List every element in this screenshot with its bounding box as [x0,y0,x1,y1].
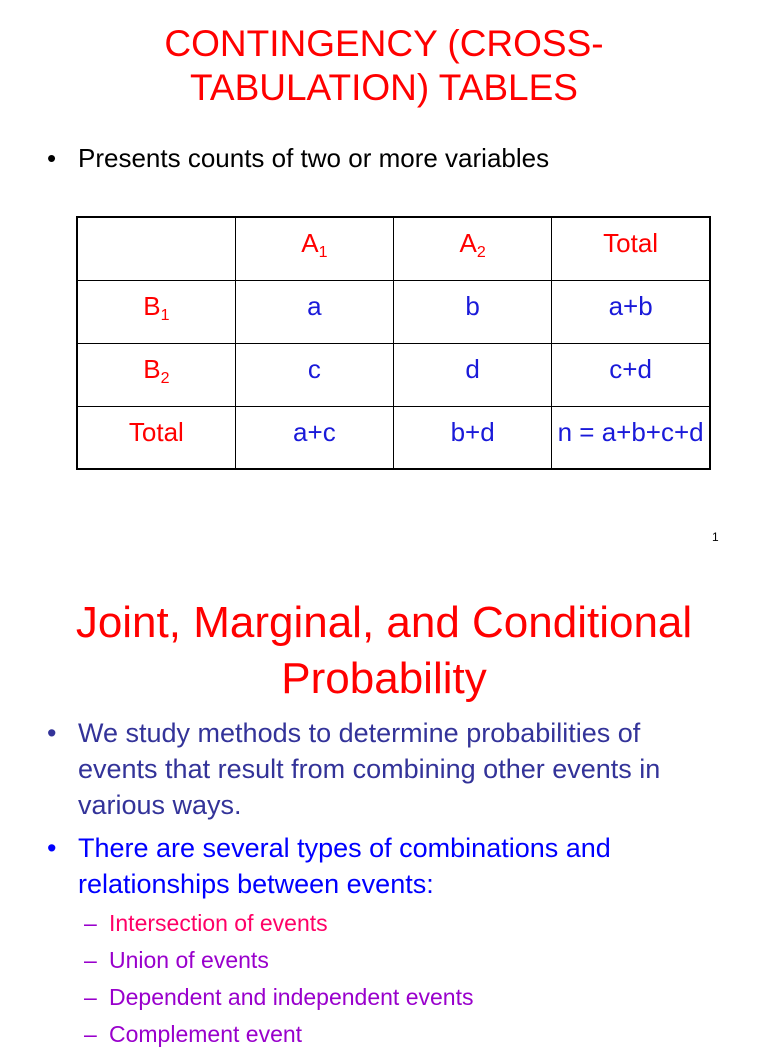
table-cell: a [235,280,393,343]
slide-title [0,595,768,707]
bullet-text: Presents counts of two or more variables [78,143,550,173]
slide-title-line-1: CONTINGENCY (CROSS- [164,23,604,64]
row-label-b2: $B_2$ [77,343,235,406]
bullet-item [47,830,611,902]
bullet-item [47,141,549,175]
contingency-table [76,216,711,470]
bullet-text: We study methods to determine probabilities of events that result from combining other events in various ways. [78,718,661,820]
page-number: 1 [712,530,719,544]
slide-joint-marginal-conditional [0,555,768,1047]
list-item: – Intersection of events [84,905,473,942]
header-cell-a2: $A_2$ [394,217,552,280]
dash-icon: – [84,1021,97,1047]
table-cell: b [394,280,552,343]
table-cell: c [235,343,393,406]
table-cell: c+d [552,343,710,406]
dash-icon: – [84,947,97,973]
table-header-row [77,217,710,280]
table-cell: d [394,343,552,406]
dash-icon: – [84,910,97,936]
list-item: – Complement event [84,1016,473,1053]
slide-title [0,22,768,110]
list-item: – Union of events [84,942,473,979]
table-cell: a+b [552,280,710,343]
sub-bullet-list [84,905,473,1053]
table-row-b2 [77,343,710,406]
table-cell: a+c [235,406,393,469]
table-row-total [77,406,710,469]
bullet-dot-icon: • [47,718,57,748]
table-cell: b+d [394,406,552,469]
slide-title-line-2: TABULATION) TABLES [190,67,578,108]
bullet-item [47,715,660,823]
slide-title-line-1: Joint, Marginal, and Conditional [75,598,693,647]
table-cell: n = a+b+c+d [552,406,710,469]
list-item: – Dependent and independent events [84,979,473,1016]
dash-icon: – [84,984,97,1010]
bullet-text: There are several types of combinations and relationships between events: [78,833,611,899]
bullet-dot-icon: • [47,143,57,173]
slide-title-line-2: Probability [281,654,487,703]
header-cell-total: Total [552,217,710,280]
row-label-total: Total [77,406,235,469]
table-row-b1 [77,280,710,343]
row-label-b1: $B_1$ [77,280,235,343]
header-cell-a1: $A_1$ [235,217,393,280]
table-corner-cell [77,217,235,280]
bullet-dot-icon: • [47,833,57,863]
